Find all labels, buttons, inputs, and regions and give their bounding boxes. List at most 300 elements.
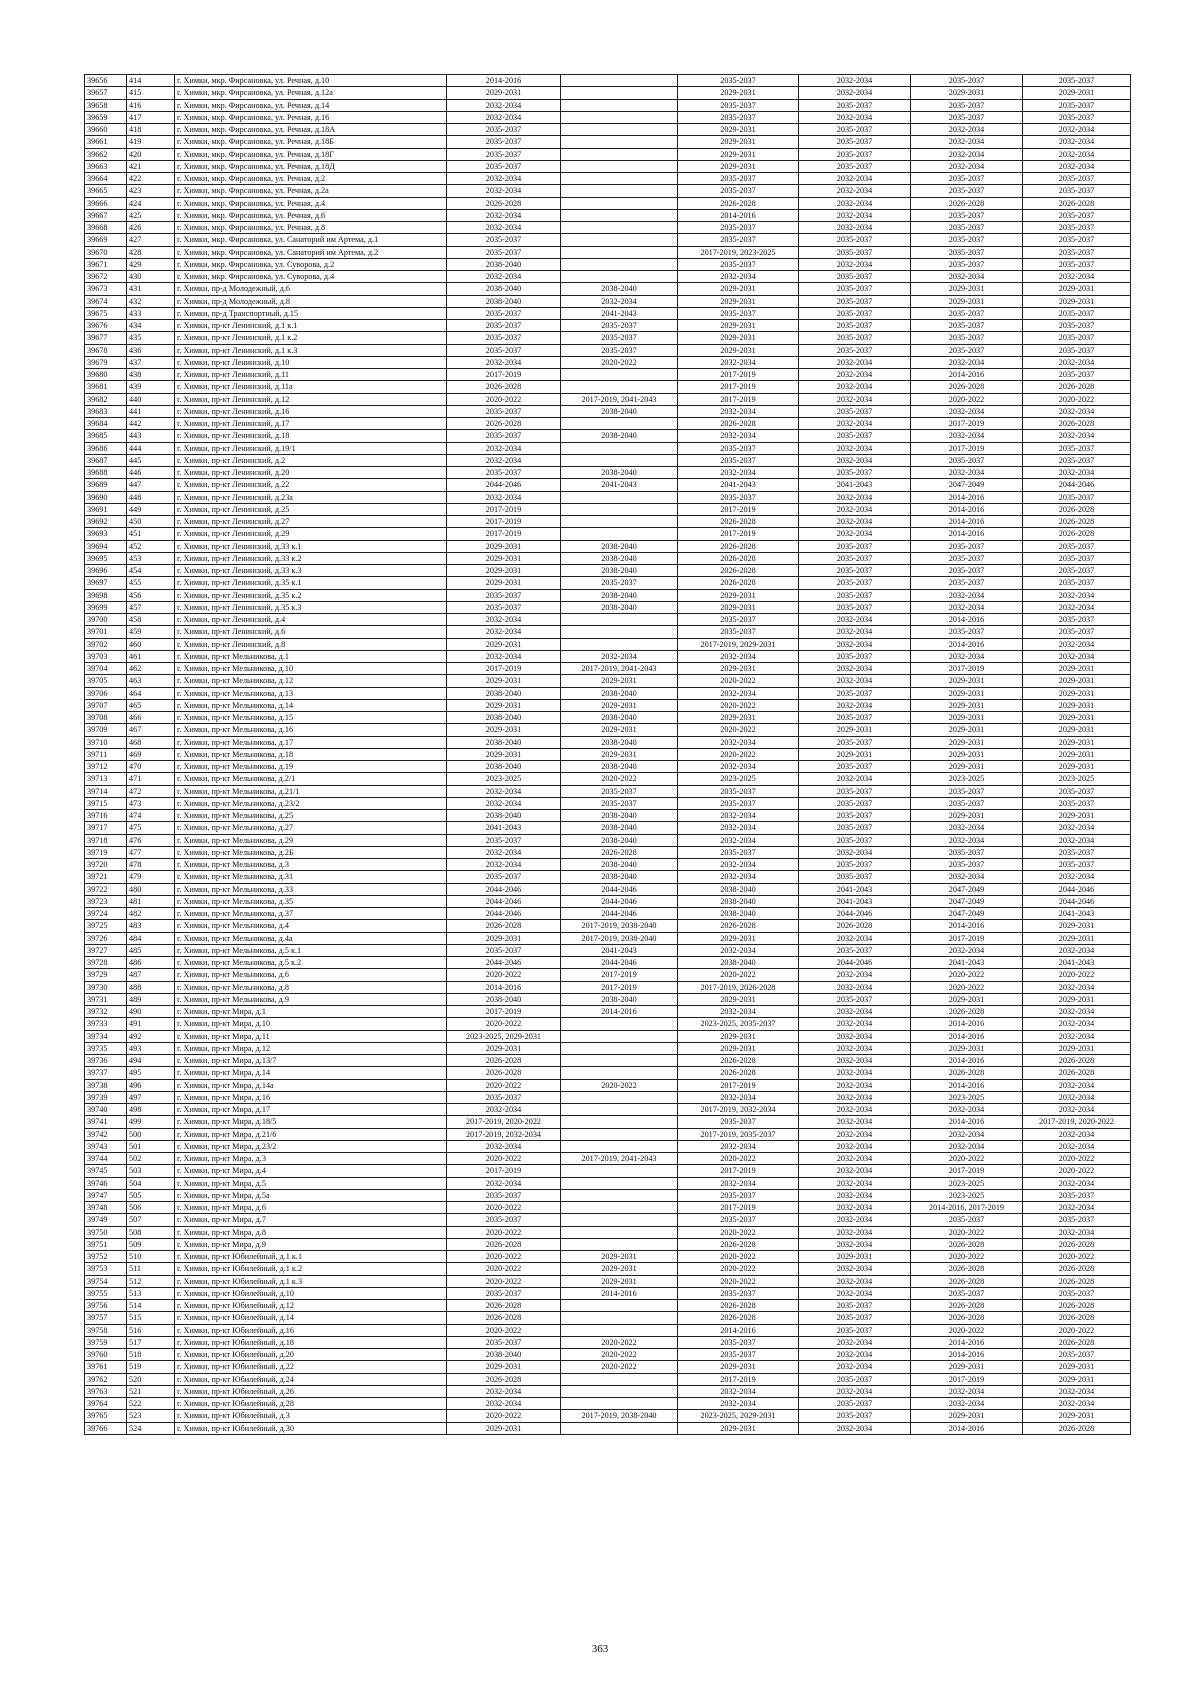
period-cell-2: 2020-2022 [561,1336,678,1348]
address-cell: г. Химки, мкр. Фирсановка, ул. Речная, д.12а [175,87,447,99]
period-cell-2 [561,1189,678,1201]
period-cell-6: 2029-2031 [1023,920,1131,932]
period-cell-5: 2029-2031 [911,761,1023,773]
period-cell-5: 2023-2025 [911,1091,1023,1103]
period-cell-5: 2029-2031 [911,675,1023,687]
period-cell-6: 2044-2046 [1023,479,1131,491]
period-cell-1: 2035-2037 [447,148,561,160]
period-cell-6: 2029-2031 [1023,295,1131,307]
address-cell: г. Химки, пр-кт Мельникова, д.9 [175,993,447,1005]
row-number-cell: 502 [127,1153,175,1165]
row-id-cell: 39744 [85,1153,127,1165]
period-cell-5: 2014-2016 [911,491,1023,503]
period-cell-5: 2035-2037 [911,209,1023,221]
row-id-cell: 39713 [85,773,127,785]
period-cell-6: 2017-2019, 2020-2022 [1023,1116,1131,1128]
table-row [85,957,1131,969]
row-id-cell: 39761 [85,1361,127,1373]
period-cell-6: 2032-2034 [1023,1140,1131,1152]
row-number-cell: 489 [127,993,175,1005]
period-cell-3: 2020-2022 [678,748,799,760]
address-cell: г. Химки, пр-кт Юбилейный, д.1 к.1 [175,1251,447,1263]
period-cell-2: 2029-2031 [561,1263,678,1275]
period-cell-3: 2029-2031 [678,1422,799,1434]
address-cell: г. Химки, пр-кт Ленинский, д.35 к.2 [175,589,447,601]
period-cell-1: 2035-2037 [447,246,561,258]
row-number-cell: 478 [127,859,175,871]
table-row [85,1373,1131,1385]
table-row [85,626,1131,638]
table-row [85,969,1131,981]
row-id-cell: 39691 [85,503,127,515]
period-cell-6: 2029-2031 [1023,810,1131,822]
row-id-cell: 39724 [85,908,127,920]
period-cell-5: 2035-2037 [911,626,1023,638]
period-cell-4: 2032-2034 [799,516,911,528]
row-id-cell: 39727 [85,944,127,956]
table-row [85,1238,1131,1250]
period-cell-3: 2035-2037 [678,1336,799,1348]
row-number-cell: 417 [127,111,175,123]
period-cell-6: 2026-2028 [1023,1312,1131,1324]
table-row [85,1091,1131,1103]
row-number-cell: 480 [127,883,175,895]
address-cell: г. Химки, пр-кт Юбилейный, д.1 к.3 [175,1275,447,1287]
period-cell-5: 2029-2031 [911,1361,1023,1373]
row-number-cell: 504 [127,1177,175,1189]
period-cell-1: 2032-2034 [447,1385,561,1397]
row-id-cell: 39741 [85,1116,127,1128]
table-row [85,552,1131,564]
row-number-cell: 488 [127,981,175,993]
period-cell-6: 2026-2028 [1023,1300,1131,1312]
row-id-cell: 39762 [85,1373,127,1385]
row-id-cell: 39696 [85,565,127,577]
period-cell-4: 2032-2034 [799,197,911,209]
period-cell-2 [561,1312,678,1324]
period-cell-6: 2026-2028 [1023,1275,1131,1287]
period-cell-6: 2035-2037 [1023,614,1131,626]
period-cell-3: 2023-2025, 2029-2031 [678,1410,799,1422]
period-cell-5: 2017-2019 [911,932,1023,944]
period-cell-3: 2026-2028 [678,1055,799,1067]
row-number-cell: 456 [127,589,175,601]
period-cell-1: 2017-2019 [447,516,561,528]
address-cell: г. Химки, пр-кт Мира, д.21/6 [175,1128,447,1140]
address-cell: г. Химки, пр-кт Мельникова, д.6 [175,969,447,981]
period-cell-1: 2029-2031 [447,577,561,589]
row-id-cell: 39757 [85,1312,127,1324]
table-row [85,601,1131,613]
row-id-cell: 39661 [85,136,127,148]
period-cell-2: 2038-2040 [561,822,678,834]
row-id-cell: 39740 [85,1104,127,1116]
address-cell: г. Химки, пр-кт Юбилейный, д.14 [175,1312,447,1324]
period-cell-1: 2035-2037 [447,320,561,332]
period-cell-4: 2032-2034 [799,1091,911,1103]
period-cell-5: 2029-2031 [911,699,1023,711]
period-cell-3: 2035-2037 [678,1116,799,1128]
period-cell-4: 2035-2037 [799,1300,911,1312]
table-row [85,1398,1131,1410]
table-row [85,136,1131,148]
period-cell-4: 2041-2043 [799,895,911,907]
period-cell-5: 2014-2016 [911,920,1023,932]
address-cell: г. Химки, пр-кт Мельникова, д.19 [175,761,447,773]
period-cell-1: 2020-2022 [447,1018,561,1030]
address-cell: г. Химки, пр-кт Мельникова, д.18 [175,748,447,760]
row-id-cell: 39711 [85,748,127,760]
period-cell-3: 2032-2034 [678,650,799,662]
period-cell-4: 2032-2034 [799,173,911,185]
address-cell: г. Химки, пр-кт Мира, д.6 [175,1202,447,1214]
period-cell-5: 2026-2028 [911,1006,1023,1018]
period-cell-6: 2035-2037 [1023,797,1131,809]
period-cell-5: 2032-2034 [911,1385,1023,1397]
period-cell-1: 2035-2037 [447,834,561,846]
row-number-cell: 473 [127,797,175,809]
table-row [85,1042,1131,1054]
period-cell-5: 2035-2037 [911,859,1023,871]
period-cell-5: 2026-2028 [911,381,1023,393]
address-cell: г. Химки, пр-кт Мельникова, д.5 к.1 [175,944,447,956]
address-cell: г. Химки, пр-кт Ленинский, д.27 [175,516,447,528]
period-cell-5: 2014-2016 [911,528,1023,540]
period-cell-5: 2014-2016 [911,614,1023,626]
period-cell-5: 2032-2034 [911,589,1023,601]
period-cell-4: 2035-2037 [799,589,911,601]
period-cell-2 [561,1238,678,1250]
period-cell-5: 2047-2049 [911,883,1023,895]
row-id-cell: 39733 [85,1018,127,1030]
address-cell: г. Химки, пр-кт Ленинский, д.20 [175,467,447,479]
table-row [85,920,1131,932]
period-cell-3: 2017-2019, 2035-2037 [678,1128,799,1140]
period-cell-6: 2020-2022 [1023,1153,1131,1165]
period-cell-4: 2032-2034 [799,1140,911,1152]
table-row [85,981,1131,993]
period-cell-1: 2035-2037 [447,344,561,356]
table-row [85,356,1131,368]
period-cell-5: 2035-2037 [911,332,1023,344]
period-cell-1: 2026-2028 [447,381,561,393]
period-cell-3: 2029-2031 [678,124,799,136]
period-cell-5: 2014-2016 [911,1030,1023,1042]
period-cell-2: 2038-2040 [561,736,678,748]
period-cell-1: 2038-2040 [447,258,561,270]
period-cell-1: 2032-2034 [447,1398,561,1410]
period-cell-6: 2032-2034 [1023,405,1131,417]
period-cell-4: 2032-2034 [799,1104,911,1116]
period-cell-1: 2026-2028 [447,1055,561,1067]
period-cell-2 [561,148,678,160]
period-cell-1: 2029-2031 [447,724,561,736]
period-cell-1: 2032-2034 [447,491,561,503]
period-cell-2: 2038-2040 [561,761,678,773]
period-cell-6: 2035-2037 [1023,75,1131,87]
table-row [85,1410,1131,1422]
address-cell: г. Химки, пр-кт Мира, д.8 [175,1226,447,1238]
address-cell: г. Химки, пр-кт Мельникова, д.37 [175,908,447,920]
row-id-cell: 39717 [85,822,127,834]
table-row [85,1214,1131,1226]
row-id-cell: 39705 [85,675,127,687]
period-cell-1: 2026-2028 [447,1067,561,1079]
period-cell-3: 2029-2031 [678,295,799,307]
period-cell-3: 2032-2034 [678,859,799,871]
table-row [85,283,1131,295]
period-cell-1: 2029-2031 [447,552,561,564]
row-number-cell: 495 [127,1067,175,1079]
period-cell-6: 2032-2034 [1023,1385,1131,1397]
table-row [85,736,1131,748]
address-cell: г. Химки, пр-кт Мельникова, д.4а [175,932,447,944]
table-body [85,75,1131,1435]
address-cell: г. Химки, мкр. Фирсановка, ул. Речная, д.4 [175,197,447,209]
period-cell-5: 2047-2049 [911,895,1023,907]
period-cell-5: 2026-2028 [911,1312,1023,1324]
table-row [85,663,1131,675]
period-cell-4: 2035-2037 [799,1410,911,1422]
period-cell-2 [561,173,678,185]
period-cell-1: 2029-2031 [447,748,561,760]
period-cell-1: 2032-2034 [447,1104,561,1116]
period-cell-4: 2035-2037 [799,99,911,111]
period-cell-5: 2026-2028 [911,1275,1023,1287]
period-cell-3: 2032-2034 [678,944,799,956]
period-cell-3: 2029-2031 [678,712,799,724]
period-cell-1: 2014-2016 [447,75,561,87]
period-cell-5: 2029-2031 [911,687,1023,699]
row-number-cell: 452 [127,540,175,552]
row-id-cell: 39753 [85,1263,127,1275]
period-cell-6: 2032-2034 [1023,1398,1131,1410]
address-cell: г. Химки, пр-кт Ленинский, д.33 к.2 [175,552,447,564]
period-cell-3: 2029-2031 [678,344,799,356]
period-cell-6: 2035-2037 [1023,565,1131,577]
row-number-cell: 423 [127,185,175,197]
period-cell-3: 2029-2031 [678,148,799,160]
period-cell-4: 2032-2034 [799,1385,911,1397]
period-cell-2: 2044-2046 [561,895,678,907]
period-cell-5: 2020-2022 [911,969,1023,981]
address-cell: г. Химки, пр-кт Мельникова, д.10 [175,663,447,675]
row-id-cell: 39729 [85,969,127,981]
period-cell-3: 2026-2028 [678,516,799,528]
period-cell-1: 2032-2034 [447,271,561,283]
row-number-cell: 500 [127,1128,175,1140]
period-cell-5: 2032-2034 [911,822,1023,834]
row-id-cell: 39752 [85,1251,127,1263]
address-cell: г. Химки, пр-кт Мира, д.18/5 [175,1116,447,1128]
period-cell-4: 2032-2034 [799,381,911,393]
period-cell-5: 2029-2031 [911,283,1023,295]
period-cell-5: 2026-2028 [911,1300,1023,1312]
address-cell: г. Химки, пр-кт Мира, д.5а [175,1189,447,1201]
row-id-cell: 39692 [85,516,127,528]
period-cell-5: 2041-2043 [911,957,1023,969]
period-cell-4: 2032-2034 [799,614,911,626]
period-cell-5: 2023-2025 [911,1177,1023,1189]
row-number-cell: 472 [127,785,175,797]
period-cell-6: 2032-2034 [1023,1091,1131,1103]
table-row [85,540,1131,552]
period-cell-3: 2032-2034 [678,871,799,883]
table-row [85,75,1131,87]
period-cell-1: 2029-2031 [447,675,561,687]
address-cell: г. Химки, пр-кт Мельникова, д.4 [175,920,447,932]
period-cell-1: 2017-2019 [447,1006,561,1018]
address-cell: г. Химки, мкр. Фирсановка, ул. Речная, д.6 [175,209,447,221]
table-row [85,1104,1131,1116]
period-cell-5: 2020-2022 [911,1251,1023,1263]
period-cell-5: 2035-2037 [911,99,1023,111]
period-cell-4: 2032-2034 [799,932,911,944]
row-id-cell: 39667 [85,209,127,221]
period-cell-6: 2035-2037 [1023,369,1131,381]
period-cell-4: 2026-2028 [799,920,911,932]
period-cell-2: 2038-2040 [561,871,678,883]
table-row [85,344,1131,356]
period-cell-4: 2032-2034 [799,1202,911,1214]
period-cell-5: 2035-2037 [911,173,1023,185]
period-cell-1: 2029-2031 [447,540,561,552]
period-cell-6: 2035-2037 [1023,222,1131,234]
period-cell-2 [561,503,678,515]
row-id-cell: 39666 [85,197,127,209]
period-cell-4: 2032-2034 [799,638,911,650]
address-cell: г. Химки, пр-кт Юбилейный, д.28 [175,1398,447,1410]
period-cell-2: 2017-2019, 2038-2040 [561,1410,678,1422]
period-cell-2: 2038-2040 [561,565,678,577]
table-row [85,111,1131,123]
address-cell: г. Химки, пр-кт Ленинский, д.11 [175,369,447,381]
row-id-cell: 39766 [85,1422,127,1434]
period-cell-2 [561,454,678,466]
period-cell-2: 2041-2043 [561,944,678,956]
row-number-cell: 437 [127,356,175,368]
period-cell-1: 2032-2034 [447,222,561,234]
row-id-cell: 39758 [85,1324,127,1336]
period-cell-3: 2026-2028 [678,1312,799,1324]
period-cell-1: 2038-2040 [447,712,561,724]
address-cell: г. Химки, пр-кт Ленинский, д.33 к.3 [175,565,447,577]
period-cell-5: 2032-2034 [911,467,1023,479]
period-cell-4: 2035-2037 [799,405,911,417]
period-cell-4: 2032-2034 [799,503,911,515]
period-cell-6: 2032-2034 [1023,136,1131,148]
row-id-cell: 39682 [85,393,127,405]
table-row [85,148,1131,160]
period-cell-4: 2035-2037 [799,810,911,822]
period-cell-2: 2020-2022 [561,1349,678,1361]
period-cell-4: 2035-2037 [799,344,911,356]
row-number-cell: 520 [127,1373,175,1385]
period-cell-6: 2032-2034 [1023,148,1131,160]
period-cell-2 [561,111,678,123]
period-cell-4: 2035-2037 [799,1373,911,1385]
table-row [85,1189,1131,1201]
period-cell-2 [561,442,678,454]
period-cell-4: 2032-2034 [799,981,911,993]
period-cell-6: 2029-2031 [1023,687,1131,699]
row-id-cell: 39694 [85,540,127,552]
period-cell-3: 2020-2022 [678,1263,799,1275]
table-row [85,124,1131,136]
row-id-cell: 39663 [85,160,127,172]
address-cell: г. Химки, пр-кт Мира, д.1 [175,1006,447,1018]
period-cell-3: 2017-2019 [678,1165,799,1177]
address-cell: г. Химки, пр-кт Ленинский, д.2 [175,454,447,466]
period-cell-6: 2026-2028 [1023,197,1131,209]
period-cell-3: 2020-2022 [678,1275,799,1287]
row-id-cell: 39681 [85,381,127,393]
period-cell-2: 2038-2040 [561,467,678,479]
row-id-cell: 39735 [85,1042,127,1054]
period-cell-1: 2038-2040 [447,736,561,748]
period-cell-1: 2029-2031 [447,1361,561,1373]
period-cell-2 [561,1030,678,1042]
period-cell-2: 2035-2037 [561,577,678,589]
period-cell-4: 2035-2037 [799,577,911,589]
row-number-cell: 498 [127,1104,175,1116]
row-id-cell: 39765 [85,1410,127,1422]
row-number-cell: 461 [127,650,175,662]
table-row [85,687,1131,699]
period-cell-1: 2044-2046 [447,908,561,920]
period-cell-6: 2029-2031 [1023,1410,1131,1422]
period-cell-2: 2020-2022 [561,1079,678,1091]
row-number-cell: 510 [127,1251,175,1263]
period-cell-4: 2035-2037 [799,650,911,662]
period-cell-6: 2035-2037 [1023,307,1131,319]
table-row [85,1153,1131,1165]
table-row [85,295,1131,307]
period-cell-2 [561,1091,678,1103]
row-number-cell: 428 [127,246,175,258]
address-cell: г. Химки, мкр. Фирсановка, ул. Речная, д.8 [175,222,447,234]
address-cell: г. Химки, пр-кт Мира, д.9 [175,1238,447,1250]
table-row [85,577,1131,589]
row-number-cell: 441 [127,405,175,417]
row-number-cell: 469 [127,748,175,760]
row-id-cell: 39657 [85,87,127,99]
period-cell-1: 2029-2031 [447,932,561,944]
table-row [85,246,1131,258]
period-cell-1: 2035-2037 [447,601,561,613]
period-cell-3: 2032-2034 [678,1091,799,1103]
period-cell-2: 2020-2022 [561,356,678,368]
period-cell-1: 2032-2034 [447,1177,561,1189]
period-cell-1: 2020-2022 [447,1079,561,1091]
address-cell: г. Химки, пр-кт Мира, д.14а [175,1079,447,1091]
period-cell-2: 2020-2022 [561,773,678,785]
period-cell-2: 2038-2040 [561,859,678,871]
period-cell-2 [561,1300,678,1312]
row-id-cell: 39716 [85,810,127,822]
row-id-cell: 39671 [85,258,127,270]
period-cell-5: 2020-2022 [911,1153,1023,1165]
period-cell-2: 2035-2037 [561,332,678,344]
address-cell: г. Химки, мкр. Фирсановка, ул. Речная, д.2 [175,173,447,185]
period-cell-6: 2026-2028 [1023,1067,1131,1079]
period-cell-2: 2038-2040 [561,589,678,601]
period-cell-5: 2014-2016 [911,1349,1023,1361]
period-cell-1: 2020-2022 [447,1263,561,1275]
period-cell-4: 2035-2037 [799,467,911,479]
period-cell-5: 2020-2022 [911,1226,1023,1238]
period-cell-1: 2035-2037 [447,1336,561,1348]
